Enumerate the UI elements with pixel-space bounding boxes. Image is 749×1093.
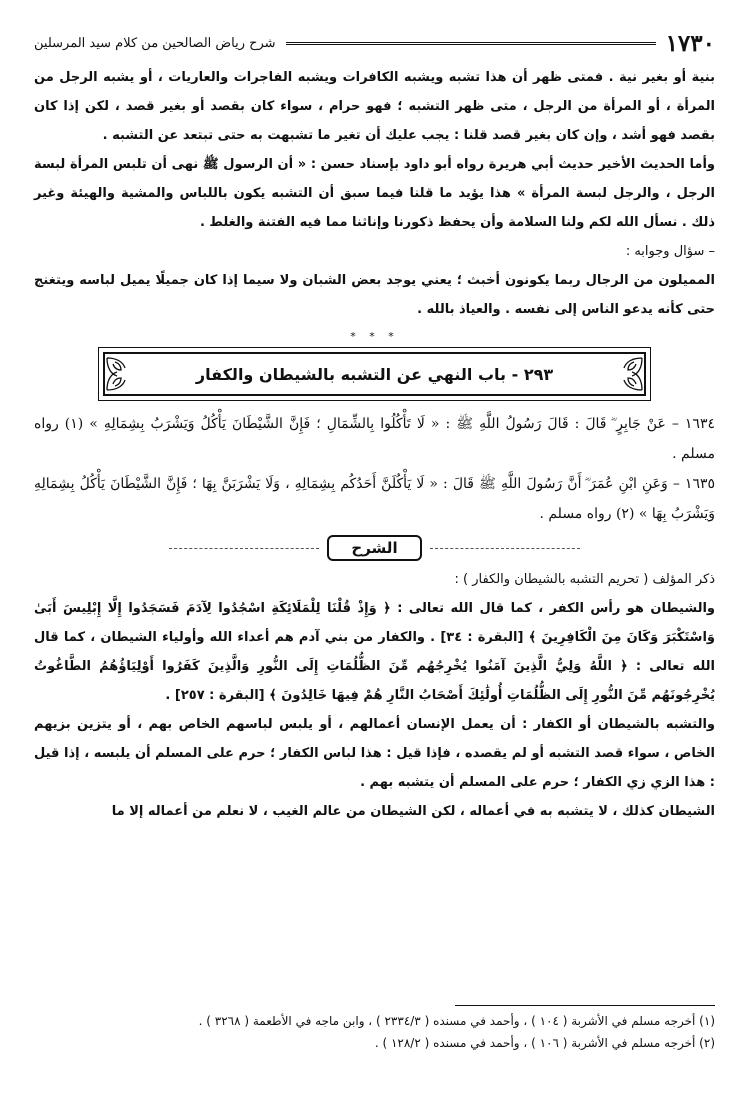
- chapter-title: ٢٩٣ - باب النهي عن التشبه بالشيطان والكفار: [195, 364, 554, 384]
- question-heading: – سؤال وجوابه :: [625, 244, 715, 259]
- sharh-paragraph-2: والشيطان هو رأس الكفر ، كما قال الله تعالى : ﴿ وَإِذْ قُلْنَا لِلْمَلَائِكَةِ اسْجُدُوا لِآدَمَ فَسَجَدُوا إِلَّا إِبْلِيسَ أَبَىٰ وَاسْتَكْبَرَ وَكَانَ مِنَ الْكَافِرِينَ ﴾ [البقرة : ٣٤] . والكفار من بني آدم هم أعداء الله وأولياء الشيطان ، كما قال الله تعالى : ﴿ اللَّهُ وَلِيُّ الَّذِينَ آمَنُوا يُخْرِجُهُم مِّنَ الظُّلُمَاتِ إِلَى النُّورِ وَالَّذِينَ كَفَرُوا أَوْلِيَاؤُهُمُ الطَّاغُوتُ يُخْرِجُونَهُم مِّنَ النُّورِ إِلَى الظُّلُمَاتِ أُولَٰئِكَ أَصْحَابُ النَّارِ هُمْ فِيهَا خَالِدُونَ ﴾ [البقرة : ٢٥٧] .: [34, 601, 715, 703]
- chapter-heading-box: [98, 347, 651, 401]
- page-header: [34, 30, 715, 57]
- divider-line-right: [430, 548, 580, 549]
- sharh-divider: [34, 535, 715, 561]
- hadith-1634: ١٦٣٤ – عَنْ جَابِرٍ ؓ قَالَ : قَالَ رَسُولُ اللَّهِ ﷺ : « لَا تَأْكُلُوا بِالشِّمَالِ ؛ فَإِنَّ الشَّيْطَانَ يَأْكُلُ وَيَشْرَبُ بِشِمَالِهِ » (١) رواه مسلم .: [34, 416, 715, 462]
- running-title: شرح رياض الصالحين من كلام سيد المرسلين: [34, 36, 276, 51]
- chapter-heading-inner: [103, 352, 646, 396]
- intro-paragraph-3: المميلون من الرجال ربما يكونون أخبث ؛ يعني يوجد بعض الشبان ولا سيما إذا كان جميلًا يميل لباسه ويتغنج حتى كأنه يدعو الناس إلى نفسه . والعياذ بالله .: [34, 273, 715, 317]
- intro-paragraph-1: بنية أو بغير نية . فمتى ظهر أن هذا تشبه ويشبه الكافرات ويشبه الفاجرات والعاريات ، أو يشبه الرجل من المرأة ، أو المرأة من الرجل ، متى ظهر التشبه ؛ فهو حرام ، سواء كان بقصد أو بغير قصد ، لكن إذا كان بقصد فهو أشد ، وإن كان بغير قصد قلنا : يجب عليك أن تغير ما تشبهت به حتى تبتعد عن التشبه .: [34, 70, 715, 143]
- section-separator: * * *: [350, 330, 399, 343]
- footnote-2: (٢) أخرجه مسلم في الأشربة ( ١٠٦ ) ، وأحمد في مسنده ( ١٢٨/٢ ) .: [374, 1036, 715, 1050]
- hadith-1635: ١٦٣٥ – وَعَنِ ابْنِ عُمَرَ ؓ أَنَّ رَسُولَ اللَّهِ ﷺ قَالَ : « لَا يَأْكُلَنَّ أَحَدُكُم بِشِمَالِهِ ، وَلَا يَشْرَبَنَّ بِهَا ؛ فَإِنَّ الشَّيْطَانَ يَأْكُلُ بِشِمَالِهِ وَيَشْرَبُ بِهَا » (٢) رواه مسلم .: [34, 476, 715, 522]
- footnotes: [34, 1005, 715, 1054]
- footnote-rule: [455, 1005, 715, 1006]
- footnote-1: (١) أخرجه مسلم في الأشربة ( ١٠٤ ) ، وأحمد في مسنده ( ٢٣٣٤/٣ ) ، وابن ماجه في الأطعمة ( ٣٢٦٨ ) .: [198, 1014, 715, 1028]
- intro-paragraph-2: وأما الحديث الأخير حديث أبي هريرة رواه أبو داود بإسناد حسن : « أن الرسول ﷺ نهى أن تلبس المرأة لبسة الرجل ، والرجل لبسة المرأة » هذا يؤيد ما قلنا فيما سبق أن التشبه يكون باللباس والمشية والهيئة وغير ذلك . نسأل الله لكم ولنا السلامة وأن يحفظ ذكورنا وإناثنا مما فيه الفتنة والغلط .: [34, 157, 715, 230]
- sharh-paragraph-3: والتشبه بالشيطان أو الكفار : أن يعمل الإنسان أعمالهم ، أو يلبس لباسهم الخاص بهم ، أو يتزين بزيهم الخاص ، سواء قصد التشبه أو لم يقصده ، فإذا قيل : هذا لباس الكفار ؛ حرم على المسلم أن يلبسه ، إذا قيل : هذا الزي زي الكفار ؛ حرم على المسلم أن يتشبه بهم .: [34, 717, 715, 790]
- sharh-label: الشرح: [327, 535, 421, 561]
- divider-line-left: [169, 548, 319, 549]
- header-rule: [286, 42, 656, 45]
- sharh-paragraph-4: الشيطان كذلك ، لا يتشبه به في أعماله ، لكن الشيطان من عالم الغيب ، لا نعلم من أعماله إلا ما: [111, 804, 715, 819]
- sharh-paragraph-1: ذكر المؤلف ( تحريم التشبه بالشيطان والكفار ) :: [454, 572, 715, 587]
- page-number: ١٧٣٠: [665, 30, 715, 57]
- page-body: [34, 30, 715, 826]
